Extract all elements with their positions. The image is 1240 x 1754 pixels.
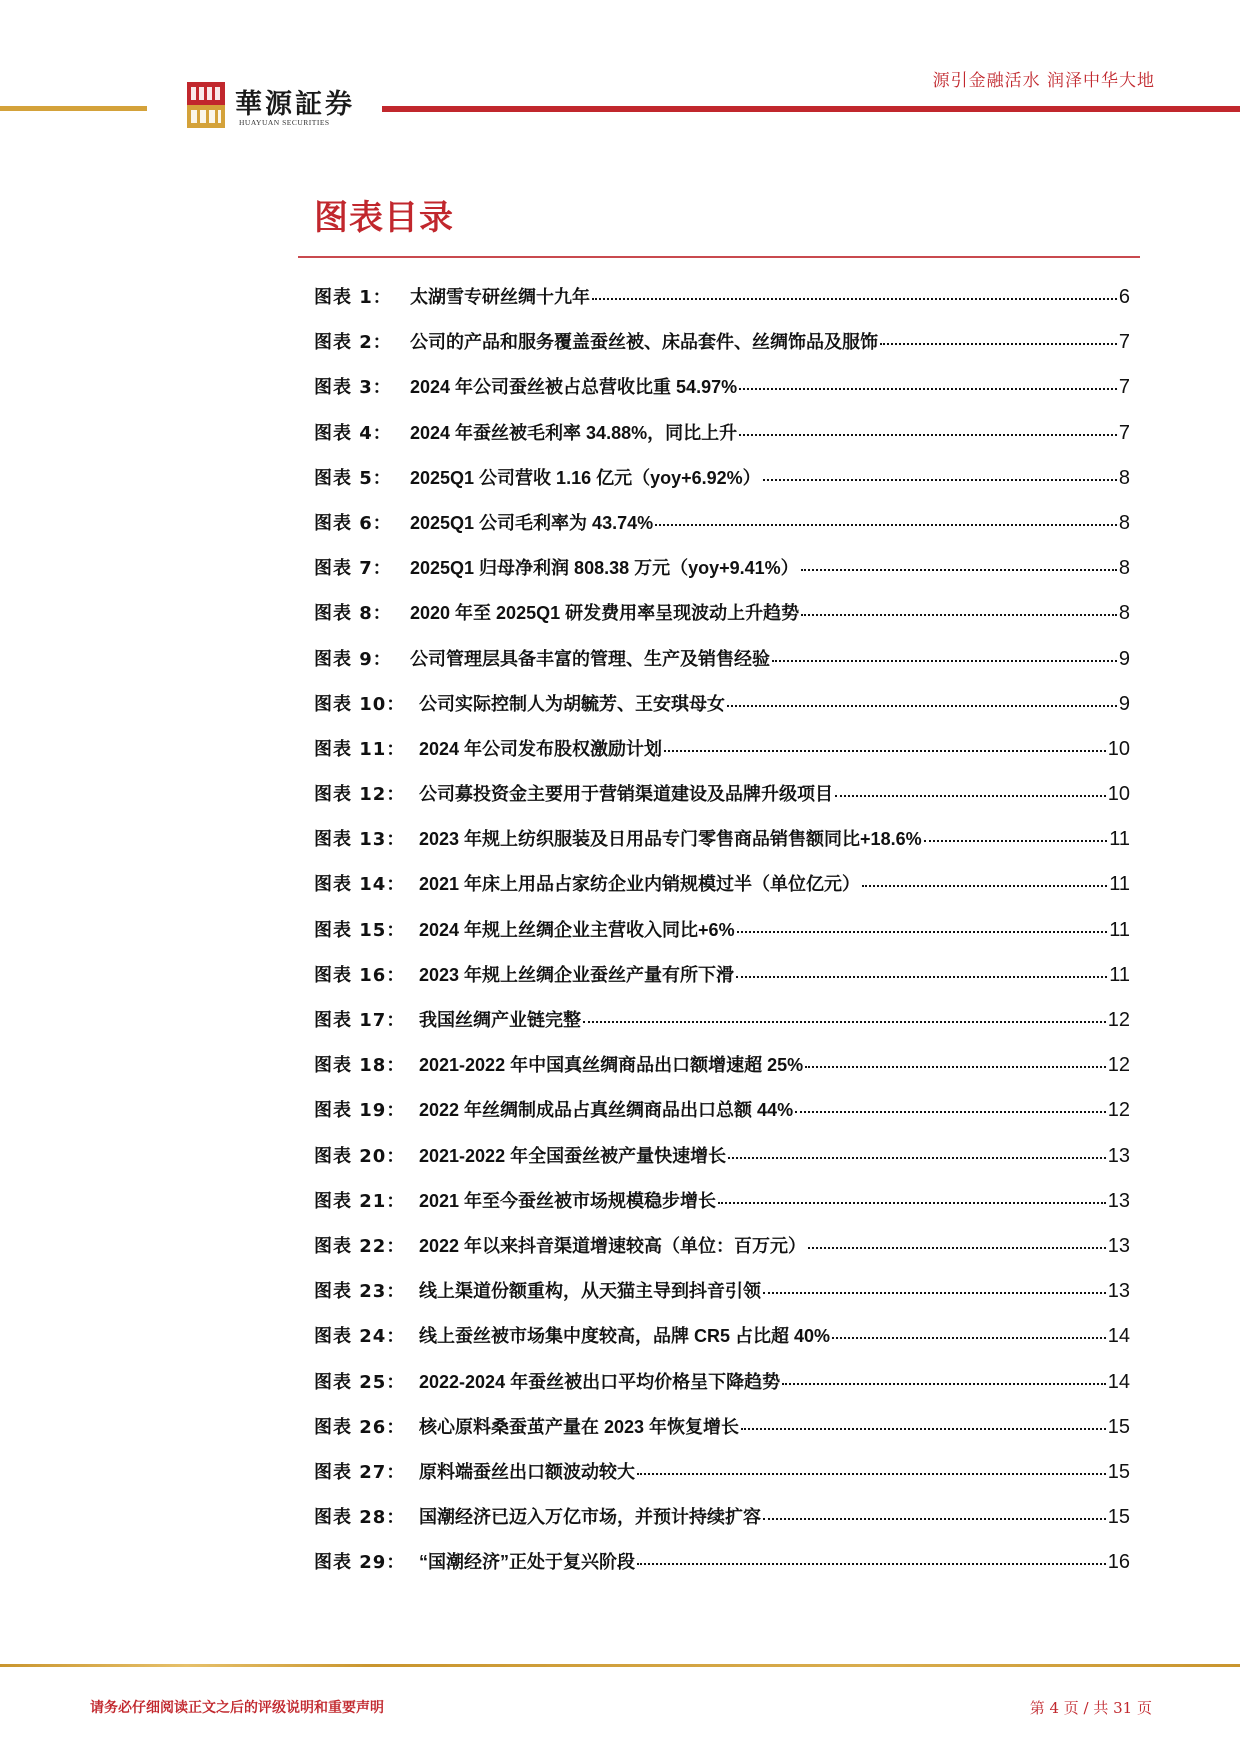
toc-entry-page[interactable]: 7 — [1118, 331, 1130, 354]
dot-leader — [592, 298, 1117, 300]
toc-entry[interactable] — [314, 1232, 1130, 1277]
toc-entry-page[interactable]: 11 — [1109, 918, 1130, 941]
toc-entry-page[interactable]: 15 — [1107, 1506, 1130, 1529]
toc-entry-label: 图表 20： — [314, 1145, 406, 1167]
toc-entry-page[interactable]: 11 — [1109, 873, 1130, 896]
logo-english-name: HUAYUAN SECURITIES — [239, 118, 330, 127]
toc-entry-title[interactable]: 公司管理层具备丰富的管理、生产及销售经验 — [410, 648, 770, 669]
dot-leader — [772, 660, 1117, 662]
toc-entry-title[interactable]: 2024 年公司发布股权激励计划 — [419, 738, 663, 759]
header-red-rule — [382, 106, 1240, 112]
toc-entry-page[interactable]: 10 — [1107, 737, 1130, 760]
toc-entry[interactable] — [314, 645, 1130, 690]
toc-entry-label: 图表 14： — [314, 874, 406, 896]
toc-entry-page[interactable]: 9 — [1118, 692, 1130, 715]
page-number: 第 4 页 / 共 31 页 — [1029, 1699, 1152, 1717]
toc-entry-label: 图表 4： — [314, 422, 392, 444]
footer-disclaimer: 请务必仔细阅读正文之后的评级说明和重要声明 — [90, 1700, 384, 1716]
dot-leader — [924, 840, 1108, 842]
toc-entry-page[interactable]: 8 — [1118, 511, 1130, 534]
toc-entry-label: 图表 16： — [314, 964, 406, 986]
toc-entry-page[interactable]: 9 — [1118, 647, 1130, 670]
dot-leader — [880, 343, 1117, 345]
dot-leader — [727, 705, 1117, 707]
toc-entry[interactable] — [314, 1503, 1130, 1548]
toc-entry-page[interactable]: 12 — [1107, 1099, 1130, 1122]
dot-leader — [637, 1563, 1106, 1565]
toc-entry-title[interactable]: 2021 年至今蚕丝被市场规模稳步增长 — [419, 1190, 717, 1211]
toc-entry-label: 图表 12： — [314, 784, 406, 806]
toc-entry-page[interactable]: 8 — [1118, 466, 1130, 489]
dot-leader — [782, 1383, 1106, 1385]
toc-entry-title[interactable]: 国潮经济已迈入万亿市场，并预计持续扩容 — [419, 1507, 761, 1528]
toc-entry-label: 图表 8： — [314, 603, 392, 625]
toc-entry-label: 图表 9： — [314, 648, 392, 670]
toc-entry-title[interactable]: 2021-2022 年全国蚕丝被产量快速增长 — [419, 1145, 727, 1166]
dot-leader — [583, 1021, 1106, 1023]
dot-leader — [655, 524, 1117, 526]
toc-entry[interactable] — [314, 599, 1130, 644]
toc-entry-title[interactable]: 2023 年规上丝绸企业蚕丝产量有所下滑 — [419, 964, 735, 985]
toc-entry-title[interactable]: 2021 年床上用品占家纺企业内销规模过半（单位亿元） — [419, 874, 861, 895]
header-gold-rule — [0, 106, 147, 111]
toc-entry-page[interactable]: 8 — [1118, 602, 1130, 625]
toc-entry[interactable] — [314, 419, 1130, 464]
toc-entry-page[interactable]: 12 — [1107, 1009, 1130, 1031]
toc-entry-label: 图表 21： — [314, 1190, 406, 1212]
logo-mark-icon — [187, 82, 225, 128]
toc-entry[interactable] — [314, 373, 1130, 418]
toc-entry-title[interactable]: 公司实际控制人为胡毓芳、王安琪母女 — [419, 693, 725, 714]
toc-entry-page[interactable]: 11 — [1109, 828, 1130, 851]
title-divider — [298, 256, 1140, 258]
toc-entry-title[interactable]: 核心原料桑蚕茧产量在 2023 年恢复增长 — [419, 1416, 740, 1437]
toc-entry-title[interactable]: 我国丝绸产业链完整 — [419, 1010, 581, 1030]
dot-leader — [718, 1202, 1106, 1204]
toc-entry-title[interactable]: 太湖雪专研丝绸十九年 — [410, 287, 590, 307]
toc-entry-page[interactable]: 16 — [1107, 1551, 1130, 1574]
dot-leader — [795, 1111, 1106, 1113]
toc-entry-label: 图表 7： — [314, 558, 392, 580]
toc-entry[interactable] — [314, 870, 1130, 915]
toc-entry-title[interactable]: 2022 年以来抖音渠道增速较高（单位：百万元） — [419, 1235, 807, 1256]
toc-entry-label: 图表 28： — [314, 1507, 406, 1529]
toc-entry[interactable] — [314, 464, 1130, 509]
toc-entry-label: 图表 19： — [314, 1100, 406, 1122]
dot-leader — [736, 976, 1107, 978]
toc-entry-label: 图表 11： — [314, 738, 406, 760]
dot-leader — [801, 614, 1117, 616]
toc-entry-label: 图表 3： — [314, 377, 392, 399]
toc-entry-title[interactable]: 线上渠道份额重构，从天猫主导到抖音引领 — [419, 1281, 761, 1302]
toc-entry-page[interactable]: 7 — [1118, 376, 1130, 399]
toc-entry[interactable] — [314, 509, 1130, 554]
header-slogan: 源引金融活水 润泽中华大地 — [932, 71, 1155, 91]
toc-entry-title[interactable]: 2024 年规上丝绸企业主营收入同比+6% — [419, 919, 735, 940]
toc-entry-title[interactable]: 2022 年丝绸制成品占真丝绸商品出口总额 44% — [419, 1100, 794, 1121]
toc-entry-title[interactable]: 线上蚕丝被市场集中度较高，品牌 CR5 占比超 40% — [419, 1326, 831, 1347]
toc-entry-title[interactable]: 2021-2022 年中国真丝绸商品出口额增速超 25% — [419, 1055, 804, 1076]
toc-entry-title[interactable]: 公司募投资金主要用于营销渠道建设及品牌升级项目 — [419, 784, 833, 805]
toc-entry-label: 图表 13： — [314, 829, 406, 851]
toc-entry-title[interactable]: 2022-2024 年蚕丝被出口平均价格呈下降趋势 — [419, 1371, 781, 1392]
company-logo — [187, 82, 367, 130]
toc-entry-title[interactable]: 2024 年蚕丝被毛利率 34.88%，同比上升 — [410, 422, 738, 443]
dot-leader — [763, 479, 1117, 481]
dot-leader — [741, 1428, 1106, 1430]
logo-chinese-name: 華源証券 — [235, 89, 355, 120]
toc-entry-label: 图表 1： — [314, 287, 392, 308]
toc-entry-page[interactable]: 15 — [1107, 1460, 1130, 1483]
toc-entry-label: 图表 26： — [314, 1416, 406, 1438]
dot-leader — [664, 750, 1106, 752]
dot-leader — [808, 1247, 1106, 1249]
toc-entry[interactable] — [314, 1458, 1130, 1503]
toc-entry-page[interactable]: 8 — [1118, 557, 1130, 580]
toc-entry-page[interactable]: 13 — [1107, 1280, 1130, 1303]
toc-entry-label: 图表 22： — [314, 1235, 406, 1257]
dot-leader — [801, 569, 1117, 571]
dot-leader — [805, 1066, 1106, 1068]
toc-entry-title[interactable]: 2025Q1 归母净利润 808.38 万元（yoy+9.41%） — [410, 558, 799, 579]
toc-entry[interactable] — [314, 780, 1130, 825]
toc-entry[interactable] — [314, 825, 1130, 870]
dot-leader — [763, 1518, 1106, 1520]
dot-leader — [862, 885, 1107, 887]
toc-entry[interactable] — [314, 735, 1130, 780]
toc-entry[interactable] — [314, 916, 1130, 961]
dot-leader — [835, 795, 1106, 797]
toc-entry[interactable] — [314, 1368, 1130, 1413]
toc-entry[interactable] — [314, 1187, 1130, 1232]
toc-entry-label: 图表 15： — [314, 919, 406, 941]
footer-gold-rule — [0, 1664, 1240, 1667]
toc-entry[interactable] — [314, 328, 1130, 373]
toc-entry-title[interactable]: 原料端蚕丝出口额波动较大 — [419, 1461, 635, 1482]
toc-entry[interactable] — [314, 1322, 1130, 1367]
toc-entry-title[interactable]: 2020 年至 2025Q1 研发费用率呈现波动上升趋势 — [410, 603, 800, 624]
toc-entry-label: 图表 10： — [314, 693, 406, 715]
toc-entry-label: 图表 24： — [314, 1326, 406, 1348]
toc-entry-title[interactable]: 2023 年规上纺织服装及日用品专门零售商品销售额同比+18.6% — [419, 829, 922, 850]
toc-entry-page[interactable]: 13 — [1107, 1144, 1130, 1167]
toc-entry-label: 图表 5： — [314, 467, 392, 489]
dot-leader — [763, 1292, 1106, 1294]
page-title: 图表目录 — [314, 198, 454, 238]
toc-entry-page[interactable]: 10 — [1107, 783, 1130, 806]
dot-leader — [739, 388, 1117, 390]
toc-entry[interactable] — [314, 554, 1130, 599]
toc-entry-label: 图表 23： — [314, 1281, 406, 1303]
toc-entry[interactable] — [314, 1277, 1130, 1322]
toc-entry-page[interactable]: 14 — [1107, 1325, 1130, 1348]
toc-entry-title[interactable]: 2025Q1 公司营收 1.16 亿元（yoy+6.92%） — [410, 467, 761, 488]
toc-entry-page[interactable]: 12 — [1107, 1054, 1130, 1077]
toc-entry-title[interactable]: “国潮经济”正处于复兴阶段 — [419, 1552, 635, 1573]
toc-entry-title[interactable]: 公司的产品和服务覆盖蚕丝被、床品套件、丝绸饰品及服饰 — [410, 332, 878, 353]
toc-entry-label: 图表 27： — [314, 1461, 406, 1483]
toc-entry-label: 图表 17： — [314, 1010, 406, 1031]
toc-entry-title[interactable]: 2025Q1 公司毛利率为 43.74% — [410, 512, 654, 533]
toc-entry-page[interactable]: 14 — [1107, 1370, 1130, 1393]
dot-leader — [737, 931, 1108, 933]
toc-entry[interactable] — [314, 1413, 1130, 1458]
toc-entry-page[interactable]: 13 — [1107, 1234, 1130, 1257]
toc-entry[interactable] — [314, 1051, 1130, 1096]
toc-entry-page[interactable]: 6 — [1118, 286, 1130, 308]
toc-entry-page[interactable]: 7 — [1118, 421, 1130, 444]
toc-entry[interactable] — [314, 690, 1130, 735]
dot-leader — [832, 1337, 1106, 1339]
toc-entry[interactable] — [314, 1548, 1130, 1593]
dot-leader — [728, 1157, 1106, 1159]
toc-entry-page[interactable]: 15 — [1107, 1415, 1130, 1438]
dot-leader — [637, 1473, 1106, 1475]
toc-entry-label: 图表 25： — [314, 1371, 406, 1393]
toc-entry[interactable] — [314, 961, 1130, 1006]
toc-entry-label: 图表 6： — [314, 512, 392, 534]
toc-entry[interactable] — [314, 283, 1130, 328]
dot-leader — [739, 434, 1117, 436]
toc-entry[interactable] — [314, 1096, 1130, 1141]
toc-entry-page[interactable]: 13 — [1107, 1189, 1130, 1212]
figure-index-list — [314, 283, 1130, 1593]
toc-entry[interactable] — [314, 1006, 1130, 1051]
toc-entry-title[interactable]: 2024 年公司蚕丝被占总营收比重 54.97% — [410, 377, 738, 398]
toc-entry-label: 图表 18： — [314, 1055, 406, 1077]
toc-entry-label: 图表 2： — [314, 332, 392, 354]
toc-entry-page[interactable]: 11 — [1109, 963, 1130, 986]
toc-entry-label: 图表 29： — [314, 1552, 406, 1574]
toc-entry[interactable] — [314, 1142, 1130, 1187]
